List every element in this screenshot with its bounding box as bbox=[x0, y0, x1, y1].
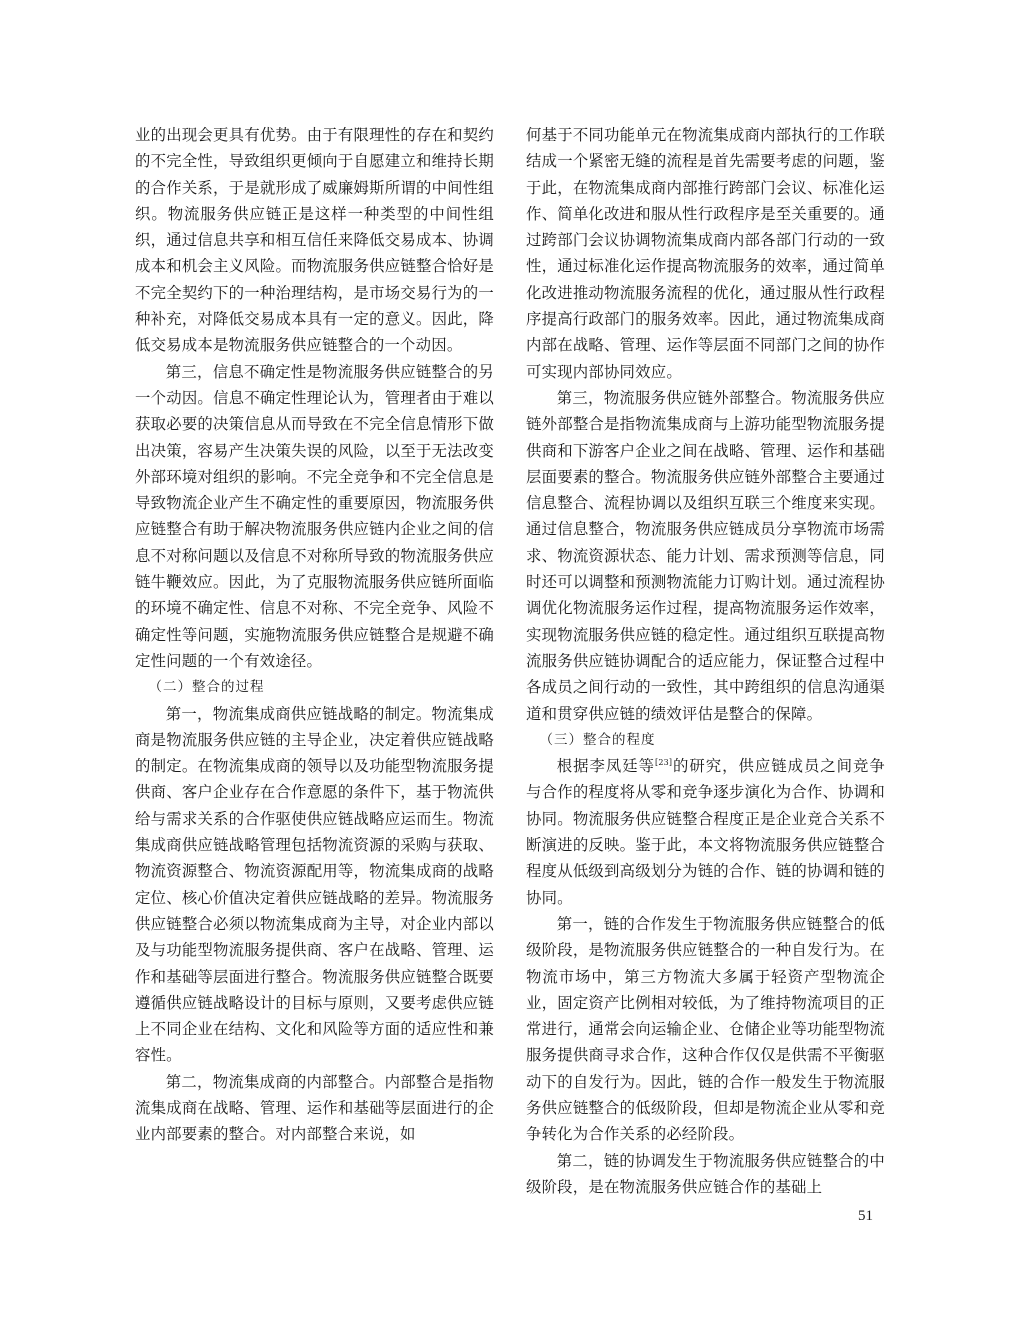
body-paragraph: 第一，物流集成商供应链战略的制定。物流集成商是物流服务供应链的主导企业，决定着供应链战略的制定。在物流集成商的领导以及功能型物流服务提供商、客户企业存在合作意愿的条件下，基于物流供给与需求关系的合作驱使供应链战略应运而生。物流集成商供应链战略管理包括物流资源的采购与获取、物流资源整合、物流资源配用等，物流集成商的战略定位、核心价值决定着供应链战略的差异。物流服务供应链整合必须以物流集成商为主导，对企业内部以及与功能型物流服务提供商、客户在战略、管理、运作和基础等层面进行整合。物流服务供应链整合既要遵循供应链战略设计的目标与原则，又要考虑供应链上不同企业在结构、文化和风险等方面的适应性和兼容性。 bbox=[135, 704, 494, 1065]
right-column bbox=[526, 122, 885, 1200]
body-paragraph: 第一，链的合作发生于物流服务供应链整合的低级阶段，是物流服务供应链整合的一种自发行为。在物流市场中，第三方物流大多属于轻资产型物流企业，固定资产比例相对较低，为了维持物流项目的正常进行，通常会向运输企业、仓储企业等功能型物流服务提供商寻求合作，这种合作仅仅是供需不平衡驱动下的自发行为。因此，链的合作一般发生于物流服务供应链整合的低级阶段，但却是物流企业从零和竞争转化为合作关系的必经阶段。 bbox=[526, 914, 885, 1144]
body-paragraph: 业的出现会更具有优势。由于有限理性的存在和契约的不完全性，导致组织更倾向于自愿建立和维持长期的合作关系，于是就形成了威廉姆斯所谓的中间性组织。物流服务供应链正是这样一种类型的中间性组织，通过信息共享和相互信任来降低交易成本、协调成本和机会主义风险。而物流服务供应链整合恰好是不完全契约下的一种治理结构，是市场交易行为的一种补充，对降低交易成本具有一定的意义。因此，降低交易成本是物流服务供应链整合的一个动因。 bbox=[135, 126, 494, 355]
body-paragraph: 第三，信息不确定性是物流服务供应链整合的另一个动因。信息不确定性理论认为，管理者由于难以获取必要的决策信息从而导致在不完全信息情形下做出决策，容易产生决策失误的风险，以至于无法改变外部环境对组织的影响。不完全竞争和不完全信息是导致物流企业产生不确定性的重要原因，物流服务供应链整合有助于解决物流服务供应链内企业之间的信息不对称问题以及信息不对称所导致的物流服务供应链牛鞭效应。因此，为了克服物流服务供应链所面临的环境不确定性、信息不对称、不完全竞争、风险不确定性等问题，实施物流服务供应链整合是规避不确定性问题的一个有效途径。 bbox=[135, 362, 494, 670]
citation-reference: [23] bbox=[655, 758, 673, 767]
body-paragraph: 第二，链的协调发生于物流服务供应链整合的中级阶段，是在物流服务供应链合作的基础上 bbox=[526, 1151, 885, 1196]
left-column bbox=[135, 122, 494, 1148]
section-heading: （三）整合的程度 bbox=[539, 731, 656, 748]
page-number: 51 bbox=[858, 1208, 873, 1224]
body-paragraph: 第二，物流集成商的内部整合。内部整合是指物流集成商在战略、管理、运作和基础等层面进行的企业内部要素的整合。对内部整合来说，如 bbox=[135, 1072, 494, 1144]
section-heading: （二）整合的过程 bbox=[148, 679, 265, 696]
body-paragraph: 何基于不同功能单元在物流集成商内部执行的工作联结成一个紧密无缝的流程是首先需要考虑的问题，鉴于此，在物流集成商内部推行跨部门会议、标准化运作、简单化改进和服从性行政程序是至关重要的。通过跨部门会议协调物流集成商内部各部门行动的一致性，通过标准化运作提高物流服务的效率，通过简单化改进推动物流服务流程的优化，通过服从性行政程序提高行政部门的服务效率。因此，通过物流集成商内部在战略、管理、运作等层面不同部门之间的协作可实现内部协同效应。 bbox=[526, 126, 885, 381]
paragraph-text: 的研究，供应链成员之间竞争与合作的程度将从零和竞争逐步演化为合作、协调和协同。物流服务供应链整合程度正是企业竞合关系不断演进的反映。鉴于此，本文将物流服务供应链整合程度从低级到高级划分为链的合作、链的协调和链的协同。 bbox=[526, 757, 885, 907]
body-paragraph: 第三，物流服务供应链外部整合。物流服务供应链外部整合是指物流集成商与上游功能型物流服务提供商和下游客户企业之间在战略、管理、运作和基础层面要素的整合。物流服务供应链外部整合主要通过信息整合、流程协调以及组织互联三个维度来实现。通过信息整合，物流服务供应链成员分享物流市场需求、物流资源状态、能力计划、需求预测等信息，同时还可以调整和预测物流能力订购计划。通过流程协调优化物流服务运作过程，提高物流服务运作效率，实现物流服务供应链的稳定性。通过组织互联提高物流服务供应链协调配合的适应能力，保证整合过程中各成员之间行动的一致性，其中跨组织的信息沟通渠道和贯穿供应链的绩效评估是整合的保障。 bbox=[526, 388, 885, 723]
body-paragraph bbox=[526, 753, 885, 911]
paragraph-text: 根据李凤廷等 bbox=[556, 757, 655, 776]
